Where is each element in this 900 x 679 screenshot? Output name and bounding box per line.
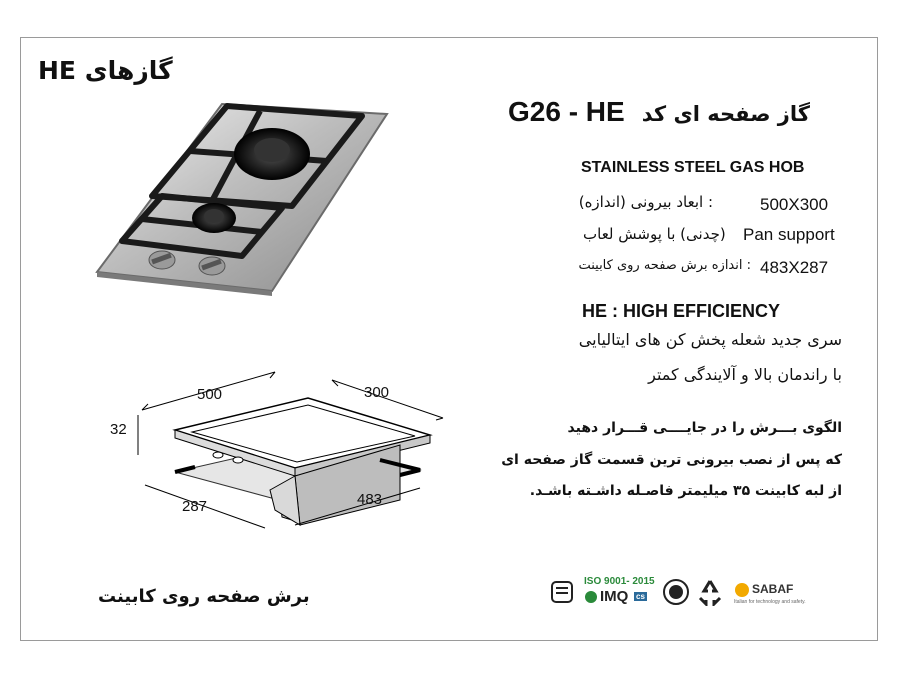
imq-circle-icon bbox=[584, 590, 598, 604]
spec-value-pan-support: Pan support bbox=[743, 225, 835, 244]
standard-mark-icon bbox=[550, 578, 576, 606]
he-line-2: با راندمان بالا و آلایندگی کمتر bbox=[648, 365, 842, 384]
enet-seal-icon bbox=[662, 578, 690, 606]
dim-cut-width: 483 bbox=[357, 491, 383, 508]
dim-width: 500 bbox=[197, 386, 223, 403]
brand-title: گازهای HE bbox=[38, 56, 173, 85]
sabaf-label: SABAF bbox=[752, 582, 794, 596]
iso-label: ISO 9001- 2015 bbox=[584, 576, 655, 587]
spec-label-cutout: : اندازه برش صفحه روی کابینت bbox=[578, 258, 751, 273]
note-line-3: از لبه کابینت ۳۵ میلیمتر فاصـله داشـته باشـد. bbox=[529, 483, 842, 499]
cutout-diagram bbox=[100, 360, 450, 535]
cooktop-image bbox=[92, 86, 392, 296]
spec-value-dimensions: 500X300 bbox=[760, 195, 829, 214]
model-label: گاز صفحه ای کد bbox=[641, 102, 810, 126]
he-title: HE : HIGH EFFICIENCY bbox=[582, 301, 781, 321]
model-heading bbox=[508, 96, 810, 128]
dim-cut-depth: 287 bbox=[182, 498, 208, 515]
dim-height: 32 bbox=[110, 421, 127, 438]
note-line-1: الگوی بـــرش را در جایــــی قـــرار دهید bbox=[567, 420, 842, 436]
imq-sub-label: cs bbox=[636, 592, 645, 601]
certification-logos bbox=[550, 576, 810, 610]
model-code: G26 - HE bbox=[508, 96, 625, 127]
he-line-1: سری جدید شعله پخش کن های ایتالیایی bbox=[578, 330, 842, 349]
spec-label-pan-support: (چدنی) با پوشش لعاب bbox=[583, 225, 726, 243]
dim-depth: 300 bbox=[364, 384, 390, 401]
product-subtitle: STAINLESS STEEL GAS HOB bbox=[581, 159, 805, 176]
spec-value-cutout: 483X287 bbox=[760, 258, 829, 277]
imq-label: IMQ bbox=[600, 588, 629, 605]
recycle-icon bbox=[696, 578, 724, 606]
sabaf-tagline: Italian for technology and safety. bbox=[734, 599, 806, 605]
sabaf-sun-icon bbox=[734, 582, 750, 598]
note-line-2: که پس از نصب بیرونی ترین قسمت گاز صفحه ای bbox=[501, 452, 842, 468]
cutout-caption: برش صفحه روی کابینت bbox=[98, 586, 310, 607]
spec-label-dimensions: : ابعاد بیرونی (اندازه) bbox=[578, 193, 713, 211]
